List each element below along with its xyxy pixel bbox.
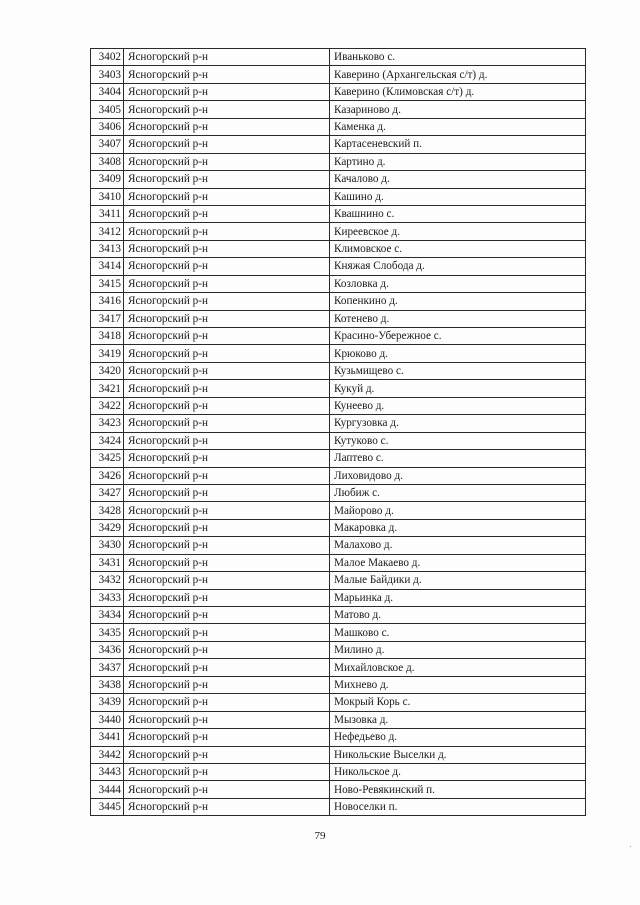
row-number-cell: 3415 xyxy=(91,275,124,292)
table-row xyxy=(91,432,586,449)
settlement-cell: Козловка д. xyxy=(330,275,586,292)
row-number-cell: 3424 xyxy=(91,432,124,449)
row-number-cell: 3421 xyxy=(91,380,124,397)
table-row xyxy=(91,798,586,815)
district-cell: Ясногорский р-н xyxy=(124,188,330,205)
table-row xyxy=(91,66,586,83)
table-row xyxy=(91,188,586,205)
settlement-cell: Картино д. xyxy=(330,153,586,170)
row-number-cell: 3404 xyxy=(91,83,124,100)
settlement-cell: Макаровка д. xyxy=(330,519,586,536)
settlement-cell: Любиж с. xyxy=(330,484,586,501)
table-row xyxy=(91,467,586,484)
district-cell: Ясногорский р-н xyxy=(124,328,330,345)
row-number-cell: 3426 xyxy=(91,467,124,484)
table-row xyxy=(91,293,586,310)
district-cell: Ясногорский р-н xyxy=(124,362,330,379)
table-row xyxy=(91,729,586,746)
row-number-cell: 3441 xyxy=(91,729,124,746)
table-row xyxy=(91,763,586,780)
settlement-cell: Казариново д. xyxy=(330,101,586,118)
settlement-cell: Нефедьево д. xyxy=(330,729,586,746)
row-number-cell: 3416 xyxy=(91,293,124,310)
district-cell: Ясногорский р-н xyxy=(124,711,330,728)
table-row xyxy=(91,624,586,641)
district-cell: Ясногорский р-н xyxy=(124,746,330,763)
settlement-cell: Машково с. xyxy=(330,624,586,641)
settlement-cell: Новоселки п. xyxy=(330,798,586,815)
table-row xyxy=(91,397,586,414)
district-cell: Ясногорский р-н xyxy=(124,397,330,414)
settlement-cell: Котенево д. xyxy=(330,310,586,327)
settlement-cell: Марьинка д. xyxy=(330,589,586,606)
row-number-cell: 3407 xyxy=(91,136,124,153)
table-row xyxy=(91,415,586,432)
settlement-cell: Майорово д. xyxy=(330,502,586,519)
district-cell: Ясногорский р-н xyxy=(124,676,330,693)
district-cell: Ясногорский р-н xyxy=(124,83,330,100)
district-cell: Ясногорский р-н xyxy=(124,345,330,362)
row-number-cell: 3433 xyxy=(91,589,124,606)
table-row xyxy=(91,136,586,153)
row-number-cell: 3429 xyxy=(91,519,124,536)
table-row xyxy=(91,484,586,501)
row-number-cell: 3406 xyxy=(91,118,124,135)
settlement-cell: Малые Байдики д. xyxy=(330,572,586,589)
table-row xyxy=(91,746,586,763)
table-row xyxy=(91,380,586,397)
row-number-cell: 3411 xyxy=(91,205,124,222)
row-number-cell: 3412 xyxy=(91,223,124,240)
district-cell: Ясногорский р-н xyxy=(124,641,330,658)
district-cell: Ясногорский р-н xyxy=(124,118,330,135)
settlement-cell: Качалово д. xyxy=(330,171,586,188)
district-cell: Ясногорский р-н xyxy=(124,589,330,606)
district-cell: Ясногорский р-н xyxy=(124,223,330,240)
settlement-cell: Климовское с. xyxy=(330,240,586,257)
settlement-cell: Михайловское д. xyxy=(330,659,586,676)
table-row xyxy=(91,502,586,519)
settlement-cell: Никольское д. xyxy=(330,763,586,780)
row-number-cell: 3428 xyxy=(91,502,124,519)
table-row xyxy=(91,205,586,222)
district-cell: Ясногорский р-н xyxy=(124,572,330,589)
table-row xyxy=(91,572,586,589)
table-row xyxy=(91,676,586,693)
row-number-cell: 3405 xyxy=(91,101,124,118)
district-cell: Ясногорский р-н xyxy=(124,624,330,641)
settlement-cell: Лиховидово д. xyxy=(330,467,586,484)
table-row xyxy=(91,554,586,571)
district-cell: Ясногорский р-н xyxy=(124,258,330,275)
district-cell: Ясногорский р-н xyxy=(124,432,330,449)
table-row xyxy=(91,171,586,188)
settlement-cell: Каверино (Климовская с/т) д. xyxy=(330,83,586,100)
settlement-cell: Милино д. xyxy=(330,641,586,658)
table-row xyxy=(91,362,586,379)
row-number-cell: 3422 xyxy=(91,397,124,414)
district-cell: Ясногорский р-н xyxy=(124,502,330,519)
settlement-cell: Кузьмищево с. xyxy=(330,362,586,379)
district-cell: Ясногорский р-н xyxy=(124,763,330,780)
district-cell: Ясногорский р-н xyxy=(124,136,330,153)
district-cell: Ясногорский р-н xyxy=(124,171,330,188)
settlement-cell: Кутуково с. xyxy=(330,432,586,449)
table-row xyxy=(91,711,586,728)
table-row xyxy=(91,781,586,798)
scan-speck xyxy=(630,846,631,847)
settlement-cell: Малахово д. xyxy=(330,537,586,554)
table-row xyxy=(91,537,586,554)
settlement-cell: Кунеево д. xyxy=(330,397,586,414)
row-number-cell: 3423 xyxy=(91,415,124,432)
settlement-cell: Квашнино с. xyxy=(330,205,586,222)
district-cell: Ясногорский р-н xyxy=(124,694,330,711)
settlement-cell: Кургузовка д. xyxy=(330,415,586,432)
district-cell: Ясногорский р-н xyxy=(124,607,330,624)
table-row xyxy=(91,519,586,536)
row-number-cell: 3409 xyxy=(91,171,124,188)
settlement-cell: Крюково д. xyxy=(330,345,586,362)
district-cell: Ясногорский р-н xyxy=(124,49,330,66)
settlement-cell: Мокрый Корь с. xyxy=(330,694,586,711)
row-number-cell: 3414 xyxy=(91,258,124,275)
table-row xyxy=(91,240,586,257)
settlement-cell: Каменка д. xyxy=(330,118,586,135)
table-row xyxy=(91,258,586,275)
district-cell: Ясногорский р-н xyxy=(124,153,330,170)
row-number-cell: 3444 xyxy=(91,781,124,798)
settlement-cell: Михнево д. xyxy=(330,676,586,693)
district-cell: Ясногорский р-н xyxy=(124,380,330,397)
row-number-cell: 3427 xyxy=(91,484,124,501)
table-row xyxy=(91,83,586,100)
district-cell: Ясногорский р-н xyxy=(124,537,330,554)
row-number-cell: 3402 xyxy=(91,49,124,66)
table-row xyxy=(91,659,586,676)
table-row xyxy=(91,118,586,135)
table-row xyxy=(91,694,586,711)
row-number-cell: 3425 xyxy=(91,450,124,467)
row-number-cell: 3440 xyxy=(91,711,124,728)
district-cell: Ясногорский р-н xyxy=(124,293,330,310)
row-number-cell: 3443 xyxy=(91,763,124,780)
row-number-cell: 3438 xyxy=(91,676,124,693)
row-number-cell: 3442 xyxy=(91,746,124,763)
settlement-cell: Малое Макаево д. xyxy=(330,554,586,571)
settlements-table xyxy=(90,48,586,816)
district-cell: Ясногорский р-н xyxy=(124,781,330,798)
row-number-cell: 3413 xyxy=(91,240,124,257)
district-cell: Ясногорский р-н xyxy=(124,310,330,327)
settlement-cell: Лаптево с. xyxy=(330,450,586,467)
district-cell: Ясногорский р-н xyxy=(124,554,330,571)
district-cell: Ясногорский р-н xyxy=(124,415,330,432)
table-body xyxy=(91,49,586,816)
row-number-cell: 3435 xyxy=(91,624,124,641)
table-row xyxy=(91,589,586,606)
district-cell: Ясногорский р-н xyxy=(124,66,330,83)
table-row xyxy=(91,450,586,467)
row-number-cell: 3403 xyxy=(91,66,124,83)
row-number-cell: 3445 xyxy=(91,798,124,815)
settlement-cell: Матово д. xyxy=(330,607,586,624)
table-row xyxy=(91,328,586,345)
district-cell: Ясногорский р-н xyxy=(124,729,330,746)
table-row xyxy=(91,607,586,624)
settlement-cell: Картасеневский п. xyxy=(330,136,586,153)
row-number-cell: 3432 xyxy=(91,572,124,589)
page-number: 79 xyxy=(314,830,326,842)
table-row xyxy=(91,641,586,658)
settlement-cell: Каверино (Архангельская с/т) д. xyxy=(330,66,586,83)
settlement-cell: Иваньково с. xyxy=(330,49,586,66)
row-number-cell: 3434 xyxy=(91,607,124,624)
row-number-cell: 3417 xyxy=(91,310,124,327)
table-row xyxy=(91,153,586,170)
row-number-cell: 3410 xyxy=(91,188,124,205)
settlement-cell: Никольские Выселки д. xyxy=(330,746,586,763)
district-cell: Ясногорский р-н xyxy=(124,798,330,815)
settlement-cell: Копенкино д. xyxy=(330,293,586,310)
row-number-cell: 3420 xyxy=(91,362,124,379)
district-cell: Ясногорский р-н xyxy=(124,101,330,118)
district-cell: Ясногорский р-н xyxy=(124,275,330,292)
settlement-cell: Кукуй д. xyxy=(330,380,586,397)
district-cell: Ясногорский р-н xyxy=(124,205,330,222)
table-row xyxy=(91,101,586,118)
settlement-cell: Кашино д. xyxy=(330,188,586,205)
row-number-cell: 3419 xyxy=(91,345,124,362)
settlement-cell: Красино-Убережное с. xyxy=(330,328,586,345)
row-number-cell: 3431 xyxy=(91,554,124,571)
table-row xyxy=(91,223,586,240)
district-cell: Ясногорский р-н xyxy=(124,450,330,467)
district-cell: Ясногорский р-н xyxy=(124,240,330,257)
row-number-cell: 3408 xyxy=(91,153,124,170)
row-number-cell: 3418 xyxy=(91,328,124,345)
settlement-cell: Ново-Ревякинский п. xyxy=(330,781,586,798)
table-row xyxy=(91,49,586,66)
row-number-cell: 3437 xyxy=(91,659,124,676)
table-row xyxy=(91,345,586,362)
settlement-cell: Мызовка д. xyxy=(330,711,586,728)
row-number-cell: 3439 xyxy=(91,694,124,711)
district-cell: Ясногорский р-н xyxy=(124,519,330,536)
table-row xyxy=(91,275,586,292)
district-cell: Ясногорский р-н xyxy=(124,484,330,501)
row-number-cell: 3430 xyxy=(91,537,124,554)
district-cell: Ясногорский р-н xyxy=(124,467,330,484)
row-number-cell: 3436 xyxy=(91,641,124,658)
settlement-cell: Киреевское д. xyxy=(330,223,586,240)
table-row xyxy=(91,310,586,327)
settlement-cell: Княжая Слобода д. xyxy=(330,258,586,275)
district-cell: Ясногорский р-н xyxy=(124,659,330,676)
